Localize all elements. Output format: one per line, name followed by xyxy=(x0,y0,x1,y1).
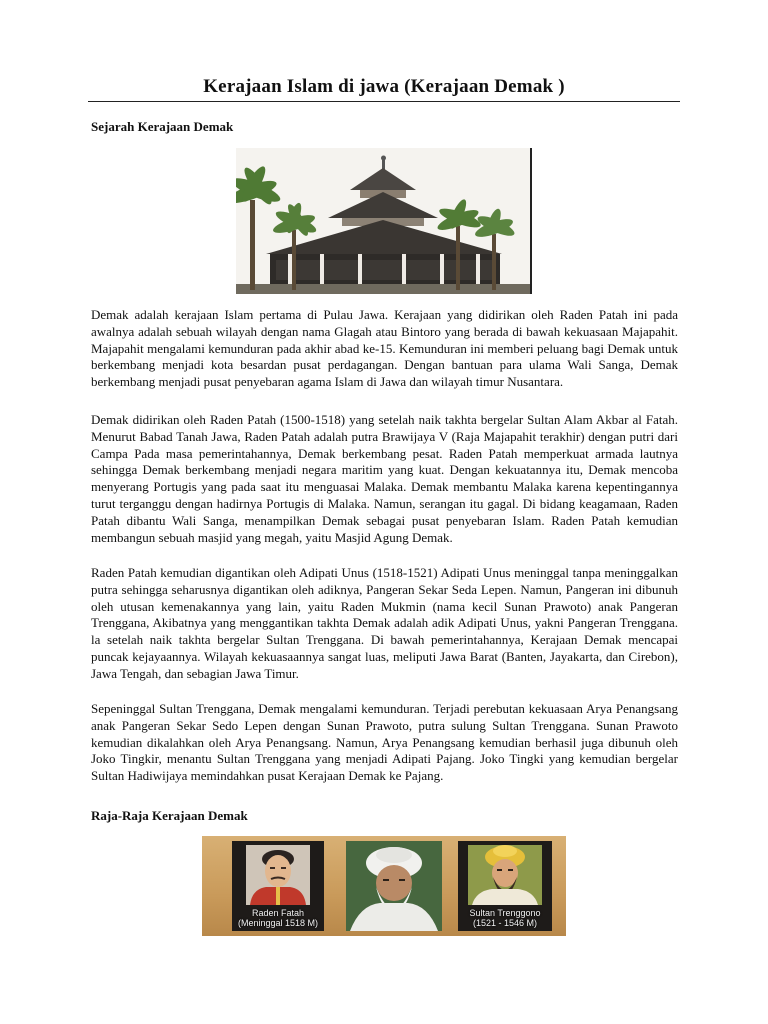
portrait-caption-1 xyxy=(232,908,324,928)
paragraph-founding: Demak didirikan oleh Raden Patah (1500-1518) yang setelah naik takhta bergelar Sultan Alam Akbar al Fatah. Menurut Babad Tanah Jawa, Raden Patah adalah putra Brawijaya V (Raja Majapahit terakhir) dengan putri dari Campa Pada masa pemerintahannya, Demak berkembang pesat. Raden Patah memperkuat armada lautnya sehingga Demak berkembang menjadi negara maritim yang kuat. Dengan kekuatannya itu, Demak mencoba menyerang Portugis yang pada saat itu menguasai Malaka. Demak membantu Malaka karena kepentingannya turut terganggu dengan hadirnya Portugis di Malaka. Namun, serangan itu gagal. Di bidang keagamaan, Raden Patah dibantu Wali Sanga, menampilkan Demak sebagai pusat penyebaran Islam. Raden Patah kemudian membangun sebuah masjid yang megah, yaitu Masjid Agung Demak. xyxy=(91,412,678,545)
portrait-raden-fatah xyxy=(232,841,324,931)
paragraph-decline: Sepeninggal Sultan Trenggana, Demak mengalami kemunduran. Terjadi perebutan kekuasaan Arya Penangsang anak Pangeran Sekar Sedo Lepen dengan Sunan Prawoto, putra sulung Sultan Trenggana. Sunan Prawoto kemudian dikalahkan oleh Arya Penangsang. Namun, Arya Penangsang kemudian berhasil juga dibunuh oleh Joko Tingkir, menantu Sultan Trenggana yang menjadi Adipati Pajang. Joko Tingki yang kemudian bergelar Sultan Hadiwijaya memindahkan pusat Kerajaan Demak ke Pajang. xyxy=(91,701,678,784)
paragraph-succession: Raden Patah kemudian digantikan oleh Adipati Unus (1518-1521) Adipati Unus meninggal tanpa meninggalkan putra sehingga seharusnya digantikan oleh adiknya, Pangeran Sekar Seda Lepen. Namun, Pangeran ini dibunuh oleh utusan kemenakannya yang lain, yaitu Raden Mukmin (nama kecil Sunan Prawoto) anak Pangeran Trenggana, Akibatnya yang menggantikan takhta Demak adalah adik Adipati Unus, yakni Pangeran Trenggana. la setelah naik takhta bergelar Sultan Trenggana. Di bawah pemerintahannya, Kerajaan Demak mencapai puncak kejayaannya. Wilayah kekuasaannya sangat luas, meliputi Jawa Barat (Banten, Jayakarta, dan Cirebon), Jawa Tengah, dan sebagian Jawa Timur. xyxy=(91,565,678,681)
title-rule xyxy=(88,101,680,102)
portrait-caption-3 xyxy=(458,908,552,928)
section-heading-history: Sejarah Kerajaan Demak xyxy=(91,119,234,134)
portrait-sultan-trenggono xyxy=(458,841,552,931)
caption-years: (1521 - 1546 M) xyxy=(472,918,538,928)
photo-edge xyxy=(530,148,532,294)
paragraph-intro: Demak adalah kerajaan Islam pertama di Pulau Jawa. Kerajaan yang didirikan oleh Raden Patah ini pada awalnya adalah sebuah wilayah dengan nama Glagah atau Bintoro yang berada di bawah kekuasaan Majapahit. Majapahit mengalami kemunduran pada akhir abad ke-15. Kemunduran ini memberi peluang bagi Demak untuk berkembang menjadi kota besardan pusat perdagangan. Dengan bantuan para ulama Wali Sanga, Demak berkembang menjadi pusat penyebaran agama Islam di Jawa dan wilayah timur Nusantara. xyxy=(91,307,678,390)
mosque-photo xyxy=(236,148,532,294)
caption-name: Raden Fatah xyxy=(251,908,305,918)
section-heading-kings: Raja-Raja Kerajaan Demak xyxy=(91,808,248,823)
kings-portraits xyxy=(202,836,566,936)
caption-name: Sultan Trenggono xyxy=(469,908,541,918)
page-title: Kerajaan Islam di jawa (Kerajaan Demak ) xyxy=(203,76,565,97)
caption-years: (Meninggal 1518 M) xyxy=(237,918,319,928)
portrait-elder xyxy=(346,841,442,931)
